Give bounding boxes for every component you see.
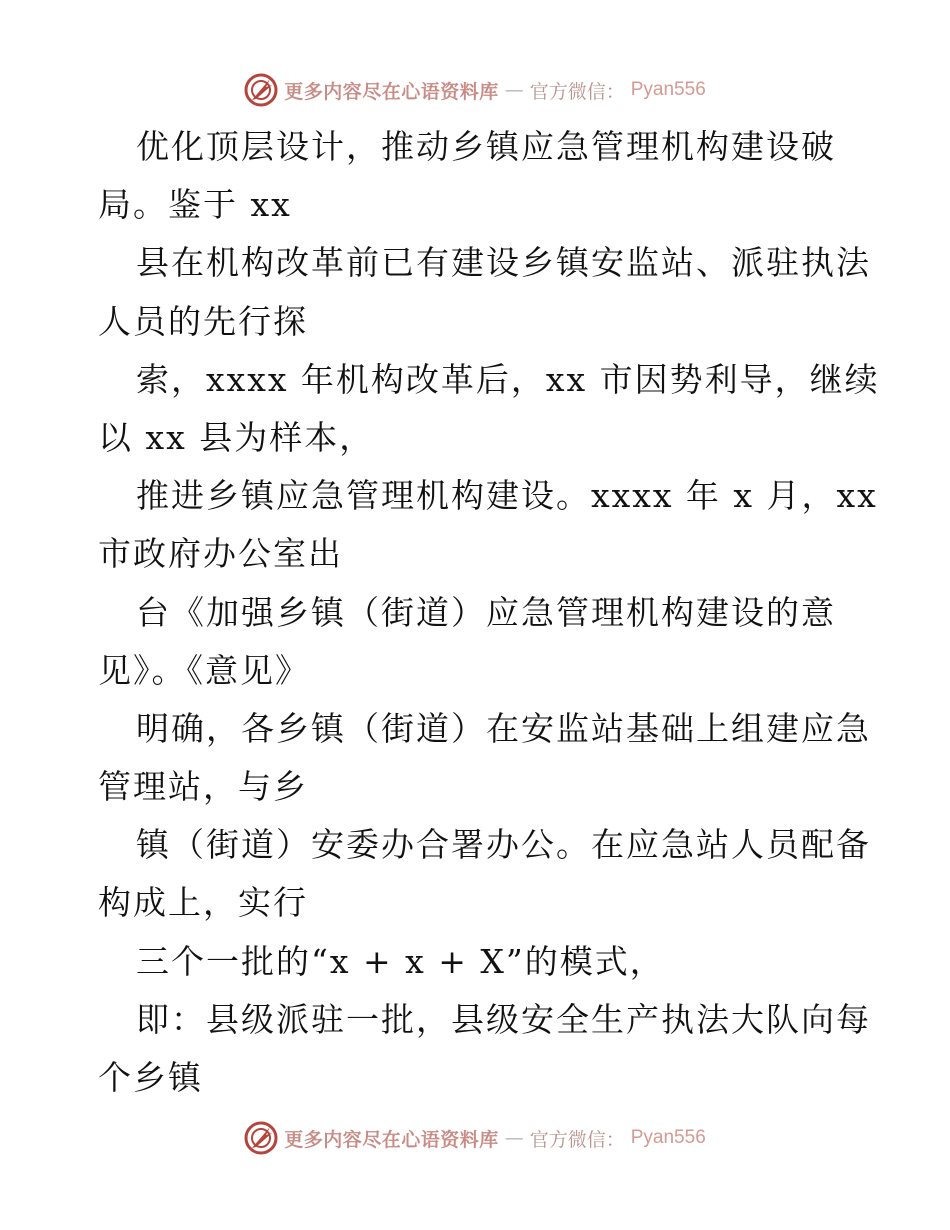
text-line: 镇（街道）安委办合署办公。在应急站人员配备 [136,825,871,865]
watermark-separator: — [504,1127,524,1149]
text-line: 管理站，与乡 [98,767,308,807]
text-line: 明确，各乡镇（街道）在安监站基础上组建应急 [136,708,871,748]
watermark-contact-label: 官方微信： [529,1128,625,1151]
text-line: 个乡镇 [98,1058,203,1097]
text-line: 以 xx 县为样本， [98,417,375,457]
text-line: 市政府办公室出 [98,534,343,574]
watermark-handle: Pyan556 [630,1127,706,1148]
text-line: 推进乡镇应急管理机构建设。xxxx 年 x 月，xx [136,476,878,516]
text-line: 人员的先行探 [98,301,308,341]
watermark-brand: 更多内容尽在心语资料库 [284,1128,499,1151]
watermark-separator: — [504,79,524,101]
text-line: 见》。《意见》 [98,650,310,690]
text-line: 优化顶层设计，推动乡镇应急管理机构建设破 [136,127,836,166]
footer-watermark [0,1120,950,1156]
text-line: 构成上，实行 [98,883,308,923]
header-watermark [0,72,950,108]
text-line: 三个一批的“x + x + X”的模式， [136,941,665,981]
text-line: 索，xxxx 年机构改革后，xx 市因势利导，继续 [136,359,880,399]
watermark-brand: 更多内容尽在心语资料库 [284,80,499,103]
text-line: 即：县级派驻一批，县级安全生产执法大队向每 [136,999,871,1039]
watermark-handle: Pyan556 [630,79,706,100]
quill-logo-icon [244,1121,278,1155]
watermark-contact-label: 官方微信： [529,80,625,103]
text-line: 台《加强乡镇（街道）应急管理机构建设的意 [136,592,836,632]
text-line: 县在机构改革前已有建设乡镇安监站、派驻执法 [136,243,871,283]
document-body [98,118,880,1107]
quill-logo-icon [244,73,278,107]
text-line: 局。鉴于 xx [98,185,292,225]
